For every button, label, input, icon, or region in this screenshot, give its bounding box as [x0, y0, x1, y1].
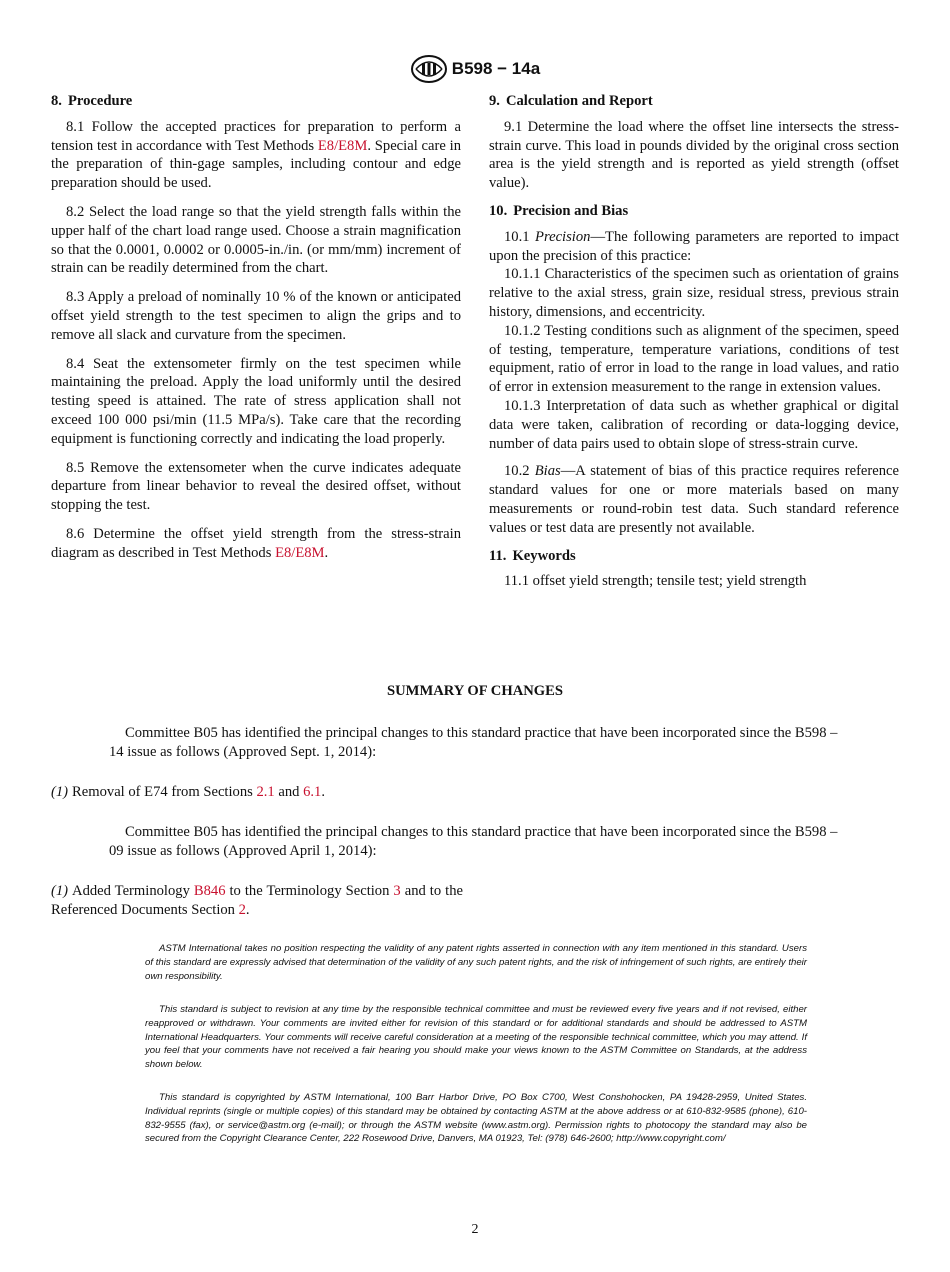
section-8-number: 8.: [51, 93, 62, 109]
paragraph-8-2: 8.2 Select the load range so that the yield strength falls within the upper half of the chart load range used. Choose a strain magnification so that the 0.0001, 0.0002 or 0.0005-in./in. (or mm/mm) increment of strain can be readily determined from the chart.: [51, 203, 461, 277]
paragraph-8-4: 8.4 Seat the extensometer firmly on the test specimen while maintaining the preload. Apply the load uniformly until the desired testing speed is attained. The rate of stress application shall not exceed 100 000 psi/min (11.5 MPa/s). Take care that the recording equipment is functioning correctly and indicating the load properly.: [51, 355, 461, 447]
paragraph-11-1: 11.1 offset yield strength; tensile test; yield strength: [504, 573, 807, 590]
paragraph-10-1-number: 10.1: [504, 228, 536, 245]
paragraph-10-1-3: 10.1.3 Interpretation of data such as whether graphical or digital data were taken, calibration of recording or data-logging device, number of data pairs used to obtain slope of stress-strain curve.: [489, 397, 899, 452]
summary-item-1-text: Removal of E74 from Sections: [72, 784, 257, 800]
paragraph-9-1: 9.1 Determine the load where the offset line intersects the stress-strain curve. This load in pounds divided by the original cross section area is the yield strength and is reported as yield strength (offset value).: [489, 118, 899, 192]
paragraph-10-2: [489, 462, 899, 537]
summary-item-2-mid2: and to the Referenced Documents Section: [51, 883, 463, 918]
paragraph-8-5: 8.5 Remove the extensometer when the curve indicates adequate departure from linear behavior to reveal the desired offset, without stopping the test.: [51, 459, 461, 514]
astm-logo-icon: [410, 54, 448, 84]
summary-item-1-mid: and: [274, 784, 304, 800]
summary-intro-2: Committee B05 has identified the principal changes to this standard practice that have been incorporated since the B598 – 09 issue as follows (Approved April 1, 2014):: [109, 824, 838, 859]
section-11-heading: [489, 547, 899, 566]
paragraph-8-3: 8.3 Apply a preload of nominally 10 % of the known or anticipated offset yield strength to the test specimen to align the grips and to remove all slack and curvature from the specimen.: [51, 289, 461, 343]
paragraph-10-1: [489, 228, 899, 266]
section-9-number: 9.: [489, 93, 500, 109]
ref-link-section-2[interactable]: 2: [238, 902, 246, 918]
fineprint-patent: [145, 942, 807, 983]
paragraph-8-6-text-end: .: [324, 544, 329, 561]
section-8-title: Procedure: [67, 93, 133, 109]
summary-item-1: [51, 783, 471, 802]
section-9-title: Calculation and Report: [505, 93, 653, 109]
paragraph-10-1-1: 10.1.1 Characteristics of the specimen such as orientation of grains relative to the axial stress, grain size, residual stress, previous strain history, dimensions, and eccentricity.: [489, 266, 899, 320]
ref-link-section-3[interactable]: 3: [393, 883, 401, 899]
section-11-number: 11.: [489, 547, 507, 564]
paragraph-10-1-2: 10.1.2 Testing conditions such as alignment of the specimen, speed of testing, temperature, temperature variations, conditions of test equipment, ratio of error in load to the range in load values, and ratio of error in extension measurement to the range in extension values.: [489, 322, 899, 396]
page-number: 2: [471, 1222, 479, 1237]
fineprint-patent-text: ASTM International takes no position respecting the validity of any patent rights asserted in connection with any item mentioned in this standard. Users of this standard are expressly advised that determination of the validity of any such patent rights, and the risk of infringement of such rights, are entirely their own responsibility.: [145, 943, 807, 982]
paragraph-8-1: [51, 118, 461, 193]
section-9-heading: [489, 92, 899, 111]
page-header: [0, 54, 950, 84]
fineprint-copyright: [145, 1091, 807, 1146]
summary-item-2-number: (1): [51, 883, 69, 899]
standard-designation: B598 − 14a: [451, 59, 541, 78]
section-11-title: Keywords: [512, 547, 576, 564]
summary-item-1-end: .: [321, 784, 325, 800]
paragraph-10-2-term: Bias: [534, 463, 561, 480]
summary-item-1-number: (1): [51, 784, 69, 800]
ref-link-e8-2[interactable]: E8/E8M: [275, 544, 325, 561]
paragraph-8-6: [51, 525, 461, 563]
paragraph-10-2-number: 10.2: [504, 463, 535, 480]
summary-item-2-mid: to the Terminology Section: [225, 883, 394, 899]
paragraph-8-6-text: 8.6 Determine the offset yield strength from the stress-strain diagram as described in Test Methods: [51, 525, 461, 561]
paragraph-8-1-text: 8.1 Follow the accepted practices for preparation to perform a tension test in accordance with Test Methods: [51, 118, 461, 154]
section-10-number: 10.: [489, 202, 508, 219]
fineprint-revision: [145, 1003, 807, 1072]
section-10-title: Precision and Bias: [513, 202, 629, 219]
ref-link-6-1[interactable]: 6.1: [303, 784, 322, 800]
ref-link-2-1[interactable]: 2.1: [256, 784, 275, 800]
summary-item-2: [51, 882, 463, 920]
summary-title: SUMMARY OF CHANGES: [387, 683, 563, 699]
summary-intro-1: Committee B05 has identified the principal changes to this standard practice that have been incorporated since the B598 – 14 issue as follows (Approved Sept. 1, 2014):: [109, 725, 838, 760]
ref-link-e8[interactable]: E8/E8M: [317, 137, 368, 154]
section-10-heading: [489, 202, 899, 221]
right-column: [489, 92, 899, 591]
ref-link-b846[interactable]: B846: [193, 883, 226, 899]
left-column: [51, 92, 461, 573]
fineprint-copyright-text: This standard is copyrighted by ASTM International, 100 Barr Harbor Drive, PO Box C700, West Conshohocken, PA 19428-2959, United States. Individual reprints (single or multiple copies) of this standard may be obtained by contacting ASTM at the above address or at 610-832-9585 (phone), 610-832-9555 (fax), or service@astm.org (e-mail); or through the ASTM website (www.astm.org). Permission rights to photocopy the standard may also be secured from the Copyright Clearance Center, 222 Rosewood Drive, Danvers, MA 01923, Tel: (978) 646-2600; http://www.copyright.com/: [145, 1092, 807, 1145]
paragraph-10-1-term: Precision: [535, 228, 591, 245]
summary-item-2-end: .: [245, 902, 250, 918]
paragraph-8-1-text-end: . Special care in the preparation of thin-gage samples, including contour and edge preparation should be used.: [51, 137, 461, 192]
section-8-heading: [51, 92, 461, 111]
summary-item-2-text: Added Terminology: [72, 883, 194, 899]
fineprint-revision-text: This standard is subject to revision at any time by the responsible technical committee and must be reviewed every five years and if not revised, either reapproved or withdrawn. Your comments are invited either for revision of this standard or for additional standards and should be addressed to ASTM International Headquarters. Your comments will receive careful consideration at a meeting of the responsible technical committee, which you may attend. If you feel that your comments have not received a fair hearing you should make your views known to the ASTM Committee on Standards, at the address shown below.: [145, 1004, 807, 1071]
paragraph-10-2-text: —A statement of bias of this practice requires reference standard values for one or more materials based on many measurements or round-robin test data. Such standard reference values or test data are presently not available.: [489, 463, 899, 536]
paragraph-10-1-text: —The following parameters are reported to impact upon the precision of this practice:: [489, 228, 900, 264]
